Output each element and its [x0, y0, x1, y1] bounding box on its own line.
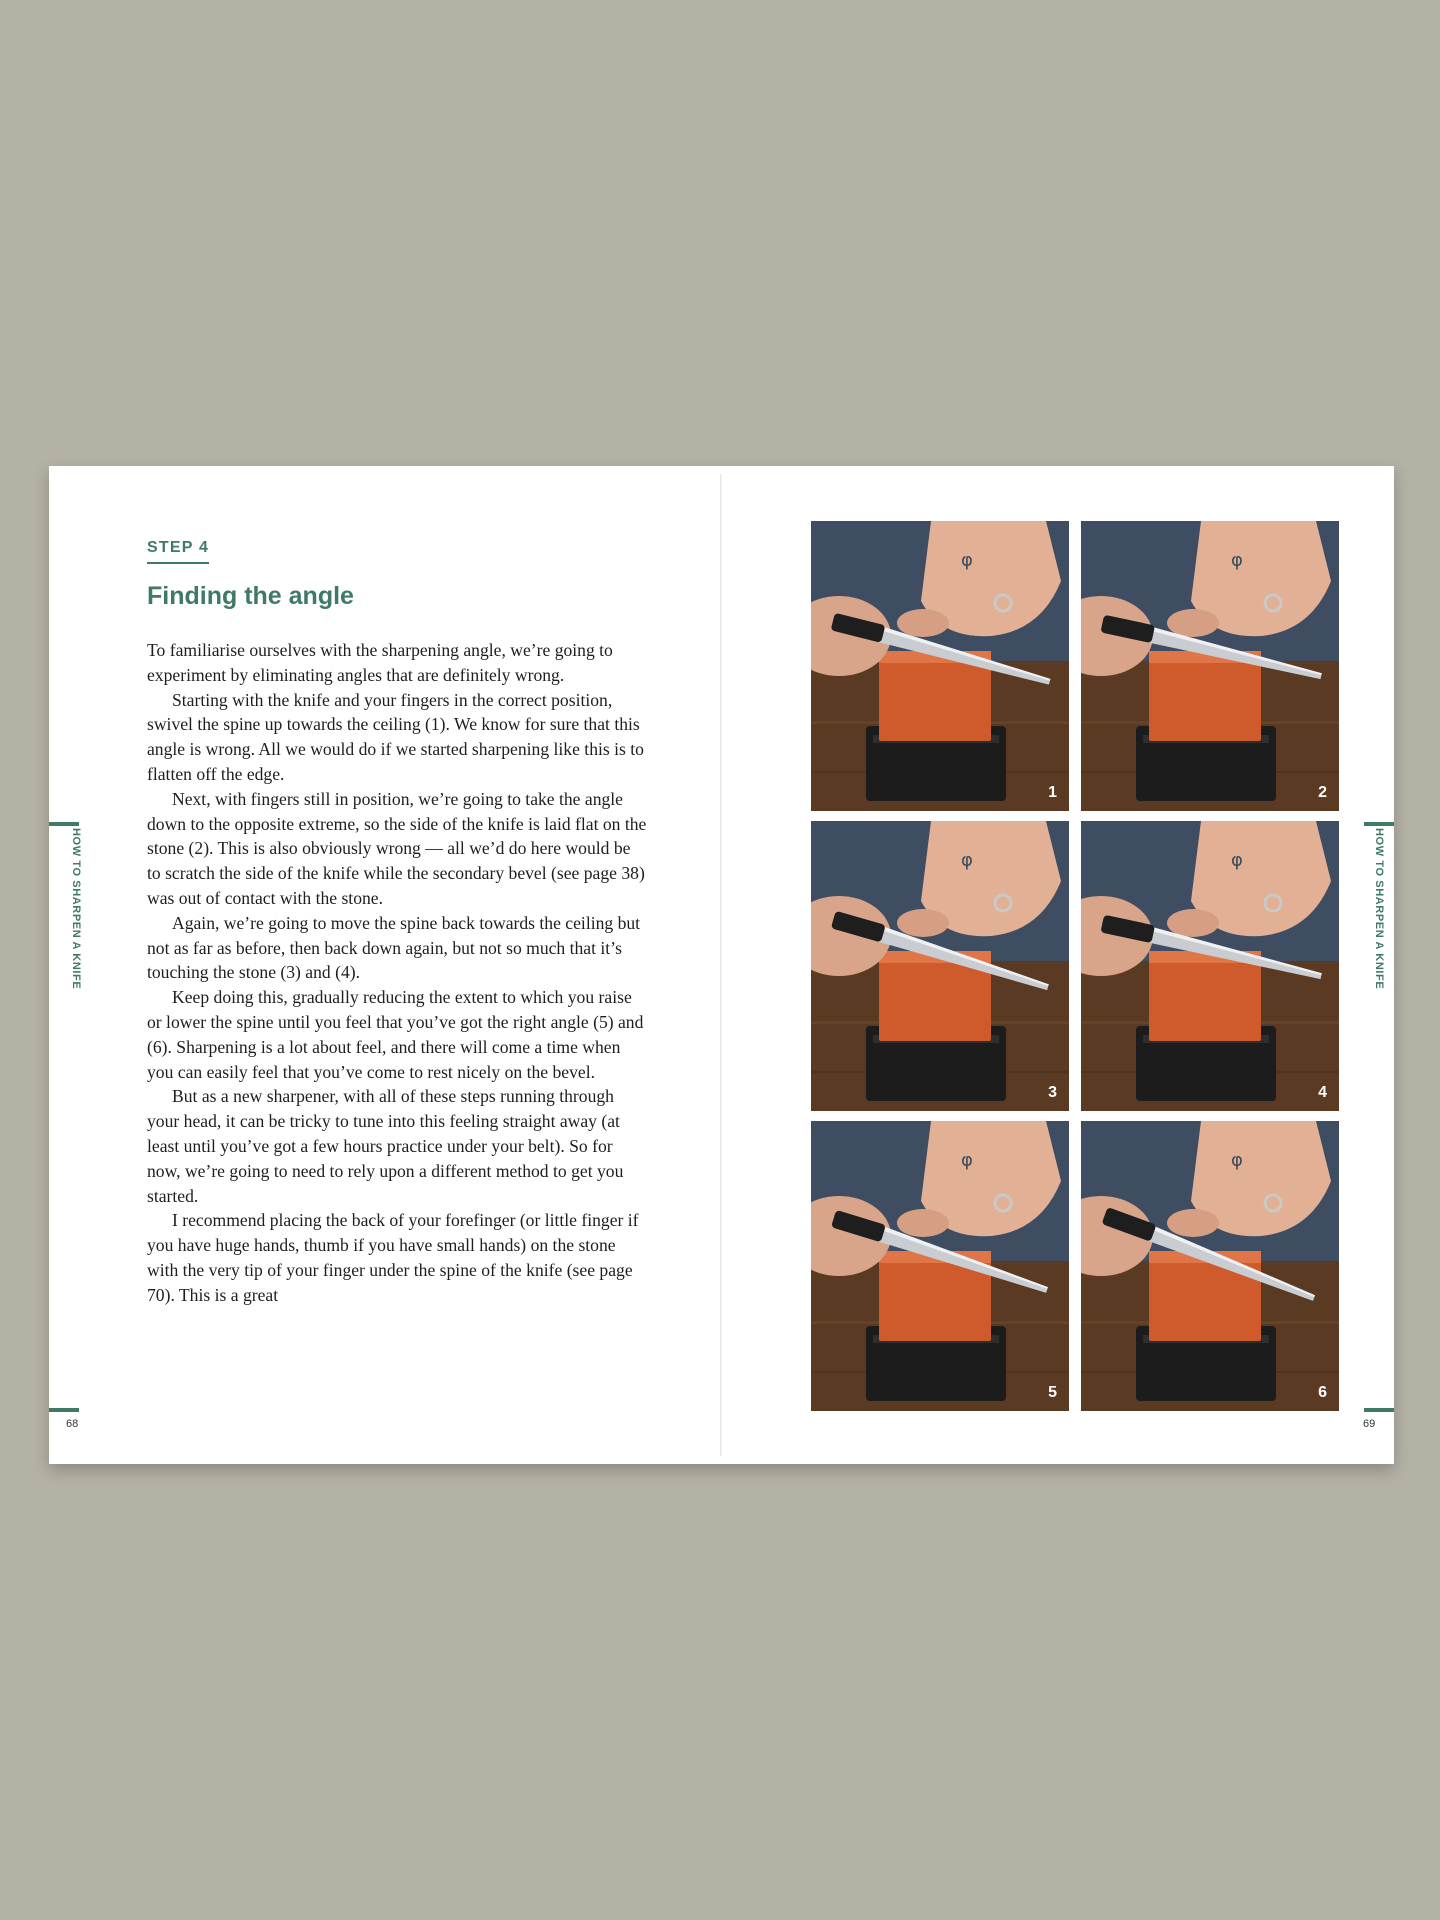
step-photo — [811, 521, 1069, 811]
section-heading: Finding the angle — [147, 582, 354, 610]
body-text — [147, 638, 647, 1308]
whetstone — [1149, 651, 1261, 741]
photo-number: 3 — [1048, 1084, 1057, 1101]
side-marker-top — [1364, 822, 1394, 826]
step-photo — [1081, 521, 1339, 811]
photo-number: 1 — [1048, 784, 1057, 801]
paragraph: To familiarise ourselves with the sharpening angle, we’re going to experiment by eliminating angles that are definitely wrong. — [147, 640, 613, 685]
page-number: 68 — [66, 1418, 79, 1430]
left-page — [49, 466, 721, 1464]
svg-text:φ: φ — [1231, 850, 1243, 871]
svg-text:φ: φ — [961, 1150, 973, 1171]
photo-grid — [811, 521, 1341, 1411]
photo-number: 4 — [1318, 1084, 1327, 1101]
paragraph: But as a new sharpener, with all of these steps running through your head, it can be tricky to tune into this feeling straight away (at least until you’ve got a few hours practice under your belt). So for now, we’re going to need to rely upon a different method to get you started. — [147, 1086, 624, 1206]
side-marker-bottom — [1364, 1408, 1394, 1412]
paragraph: I recommend placing the back of your forefinger (or little finger if you have huge hands, thumb if you have small hands) on the stone with the very tip of your finger under the spine of the knife (see page 70). This is a great — [147, 1210, 639, 1305]
step-label: STEP 4 — [147, 539, 209, 564]
paragraph: Keep doing this, gradually reducing the extent to which you raise or lower the spine until you feel that you’ve got the right angle (5) and (6). Sharpening is a lot about feel, and there will come a time when you can easily feel that you’ve come to rest nicely on the bevel. — [147, 987, 644, 1082]
svg-text:φ: φ — [961, 550, 973, 571]
svg-text:φ: φ — [961, 850, 973, 871]
svg-text:φ: φ — [1231, 1150, 1243, 1171]
paragraph: Again, we’re going to move the spine back towards the ceiling but not as far as before, then back down again, but not so much that it’s touching the stone (3) and (4). — [147, 912, 641, 983]
side-marker-top — [49, 822, 79, 826]
paragraph: Next, with fingers still in position, we’re going to take the angle down to the opposite extreme, so the side of the knife is laid flat on the stone (2). This is also obviously wrong — all we’d do here would be to scratch the side of the knife while the secondary bevel (see page 38) was out of contact with the stone. — [147, 788, 647, 908]
right-page — [722, 466, 1394, 1464]
side-marker-bottom — [49, 1408, 79, 1412]
svg-text:φ: φ — [1231, 550, 1243, 571]
whetstone — [1149, 1251, 1261, 1341]
step-photo — [1081, 821, 1339, 1111]
book-spread — [49, 466, 1394, 1464]
photo-number: 2 — [1318, 784, 1327, 801]
running-section-label: HOW TO SHARPEN A KNIFE — [1373, 828, 1385, 990]
step-photo — [811, 821, 1069, 1111]
photo-number: 6 — [1318, 1384, 1327, 1401]
page-number: 69 — [1363, 1418, 1376, 1430]
photo-number: 5 — [1048, 1384, 1057, 1401]
running-section-label: HOW TO SHARPEN A KNIFE — [70, 828, 82, 990]
step-photo — [811, 1121, 1069, 1411]
paragraph: Starting with the knife and your fingers in the correct position, swivel the spine up towards the ceiling (1). We know for sure that this angle is wrong. All we would do if we started sharpening like this is to flatten off the edge. — [147, 689, 644, 784]
step-photo — [1081, 1121, 1339, 1411]
whetstone — [1149, 951, 1261, 1041]
